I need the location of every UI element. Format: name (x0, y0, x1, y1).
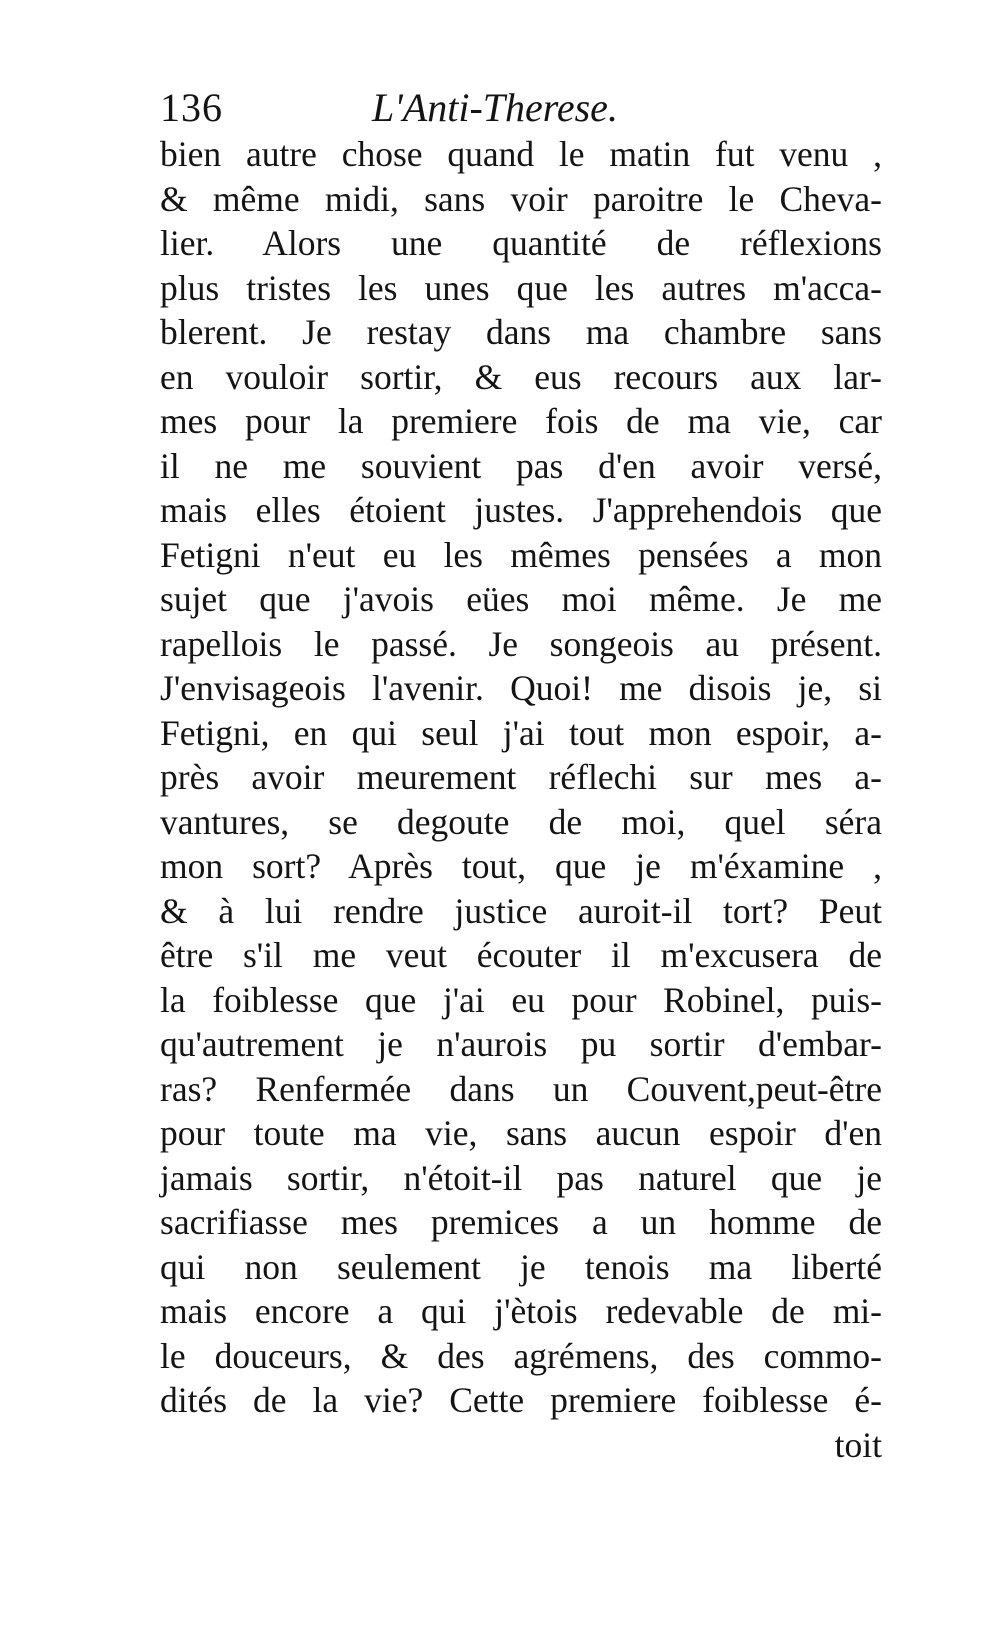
text-line: mais elles étoient justes. J'apprehendois que (160, 490, 882, 530)
text-line: bien autre chose quand le matin fut venu , (160, 134, 882, 174)
text-line: & à lui rendre justice auroit-il tort? Peut (160, 890, 882, 931)
text-line: dités de la vie? Cette premiere foiblesse é- (160, 1380, 882, 1420)
text-line: rapellois le passé. Je songeois au présent. (160, 623, 882, 664)
text-line: la foiblesse que j'ai eu pour Robinel, puis- (160, 979, 882, 1020)
text-line: Fetigni, en qui seul j'ai tout mon espoir, a- (160, 712, 882, 753)
text-line: & même midi, sans voir paroitre le Cheva- (160, 178, 882, 219)
text-line: Fetigni n'eut eu les mêmes pensées a mon (160, 534, 882, 575)
text-line: sujet que j'avois eües moi même. Je me (160, 579, 882, 619)
text-line: mon sort? Après tout, que je m'éxamine , (160, 846, 882, 886)
text-line: près avoir meurement réflechi sur mes a- (160, 757, 882, 797)
text-line: il ne me souvient pas d'en avoir versé, (160, 445, 882, 486)
text-line: blerent. Je restay dans ma chambre sans (160, 312, 882, 352)
text-line: qui non seulement je tenois ma liberté (160, 1246, 882, 1287)
text-line: qu'autrement je n'aurois pu sortir d'embar- (160, 1024, 882, 1064)
text-line: mais encore a qui j'ètois redevable de mi- (160, 1291, 882, 1331)
page-number: 136 (160, 85, 223, 130)
text-line: en vouloir sortir, & eus recours aux lar- (160, 356, 882, 397)
text-line: sacrifiasse mes premices a un homme de (160, 1202, 882, 1242)
text-line: ras? Renfermée dans un Couvent,peut-être (160, 1068, 882, 1109)
text-line: lier. Alors une quantité de réflexions (160, 223, 882, 263)
text-line: être s'il me veut écouter il m'excusera de (160, 935, 882, 975)
text-line: le douceurs, & des agrémens, des commo- (160, 1335, 882, 1376)
text-line: plus tristes les unes que les autres m'acca- (160, 267, 882, 308)
body-text (160, 132, 882, 1467)
text-line: jamais sortir, n'étoit-il pas naturel que je (160, 1157, 882, 1198)
text-line: mes pour la premiere fois de ma vie, car (160, 401, 882, 441)
running-head (160, 78, 880, 138)
text-line: vantures, se degoute de moi, quel séra (160, 801, 882, 842)
text-line: pour toute ma vie, sans aucun espoir d'en (160, 1113, 882, 1153)
running-title: L'Anti-Therese. (372, 85, 618, 130)
catchword: toit (834, 1424, 882, 1465)
text-line: J'envisageois l'avenir. Quoi! me disois je, si (160, 668, 882, 708)
